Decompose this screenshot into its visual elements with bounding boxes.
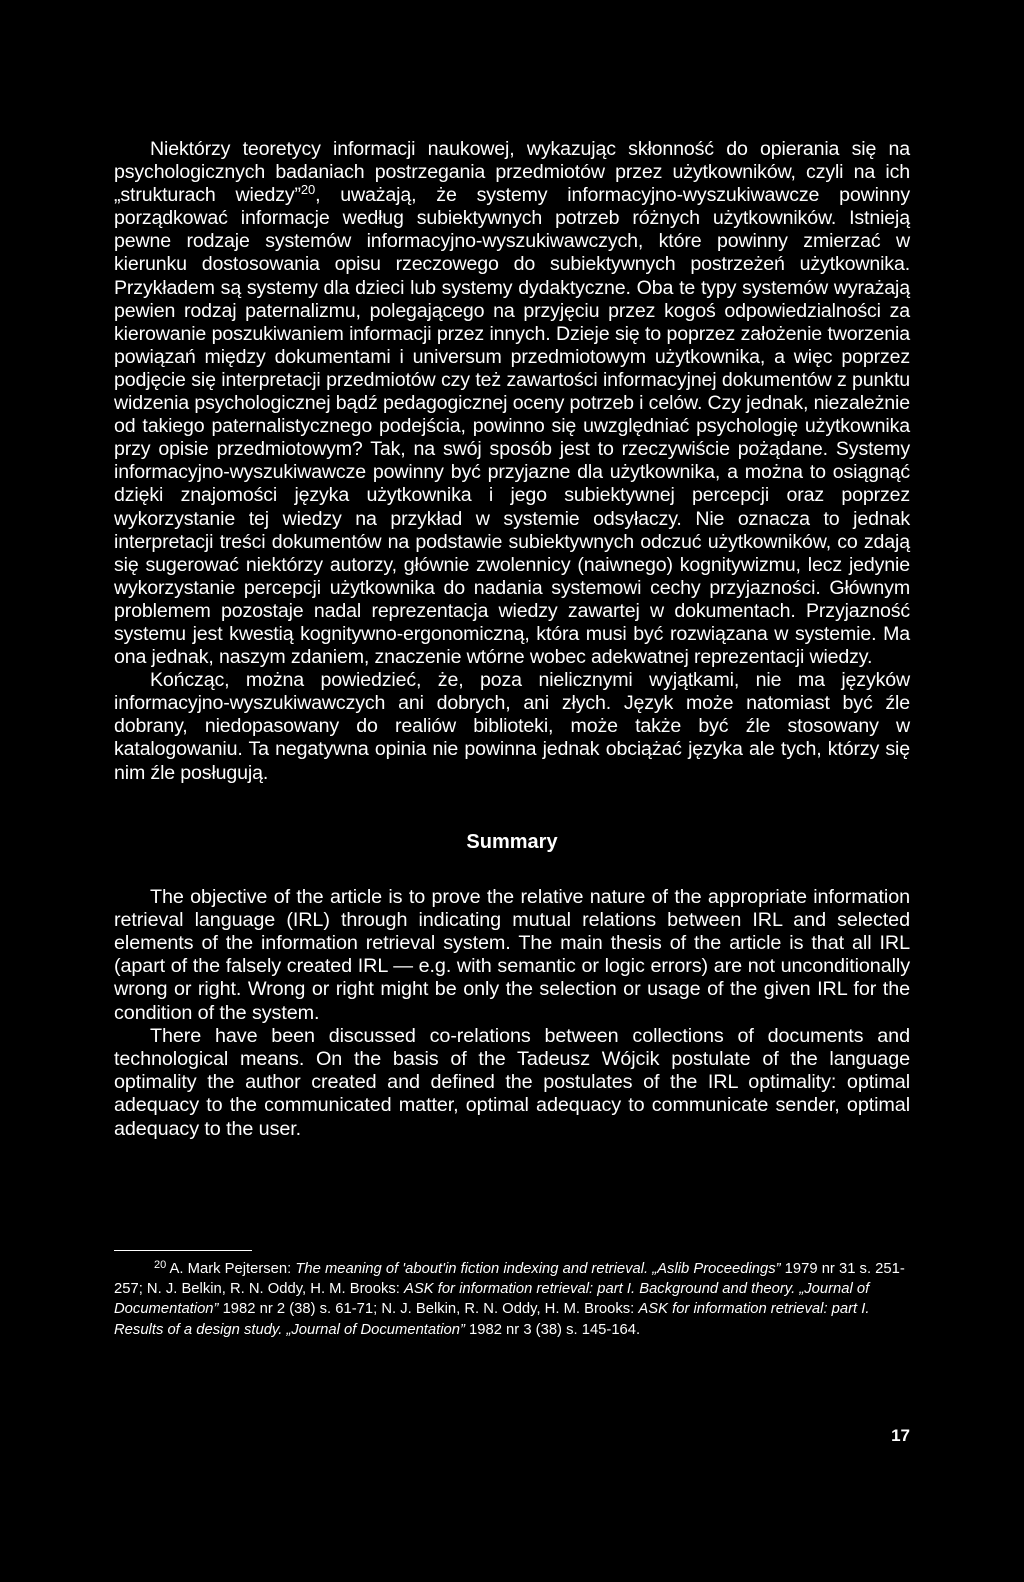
- footnote-seg-2: 1979 nr 31 s. 251-257; N. J. Belkin, R. N. Oddy, H. M. Brooks:: [114, 1261, 905, 1298]
- footnote-text: [114, 1259, 910, 1340]
- body-paragraph-1-text-a: Niektórzy teoretycy informacji naukowej, wykazując skłonność do opierania się na psychologicznych badaniach postrzegania przedmiotów przez użytkowników, czyli na ich „strukturach wiedzy”: [114, 138, 910, 207]
- footnote-divider: [114, 1250, 252, 1251]
- body-paragraph-1: [114, 138, 910, 669]
- summary-heading: Summary: [466, 830, 558, 853]
- summary-paragraph-1: The objective of the article is to prove the relative nature of the appropriate information retrieval language (IRL) through indicating mutual relations between IRL and selected elements of the information retrieval system. The main thesis of the article is that all IRL (apart of the falsely created IRL — e.g. with semantic or logic errors) are not unconditionally wrong or right. Wrong or right might be only the selection or usage of the given IRL for the condition of the system.: [114, 885, 910, 1024]
- footnote-seg-5: ASK for information retrieval: part I. Results of a design study. „Journal of Documentation”: [114, 1301, 870, 1338]
- page-number: 17: [891, 1426, 910, 1445]
- footnote-seg-1: The meaning of 'about'in fiction indexing and retrieval. „Aslib Proceedings”: [295, 1261, 781, 1277]
- footnote-seg-0: A. Mark Pejtersen:: [166, 1261, 296, 1277]
- body-paragraph-1-text-b: , uważają, że systemy informacyjno-wyszukiwawcze powinny porządkować informacje według subiektywnych potrzeb różnych użytkowników. Istnieją pewne rodzaje systemów informacyjno-wyszukiwawczych, które powinny zmierzać w kierunku dostosowania opisu rzeczowego do subiektywnych postrzeżeń użytkownika. Przykładem są systemy dla dzieci lub systemy dydaktyczne. Oba te typy systemów wyrażają pewien rodzaj paternalizmu, polegającego na przyjęciu przez kogoś odpowiedzialności za kierowanie poszukiwaniem informacji przez innych. Dzieje się to poprzez założenie tworzenia powiązań między dokumentami i universum przedmiotowym użytkownika, a więc poprzez podjęcie się interpretacji przedmiotów czy też zawartości informacyjnej dokumentów z punktu widzenia psychologicznej bądź pedagogicznej oceny potrzeb i celów. Czy jednak, niezależnie od takiego paternalistycznego podejścia, powinno się uwzględniać psychologię użytkownika przy opisie przedmiotowym? Tak, na swój sposób jest to rzeczywiście pożądane. Systemy informacyjno-wyszukiwawcze powinny być przyjazne dla użytkownika, a można to osiągnąć dzięki znajomości języka użytkownika i jego subiektywnej percepcji oraz poprzez wykorzystanie tej wiedzy na przykład w systemie odsyłaczy. Nie oznacza to jednak interpretacji treści dokumentów na podstawie subiektywnych odczuć użytkowników, co zdają się sugerować niektórzy autorzy, głównie zwolennicy (naiwnego) kognitywizmu, lecz jedynie wykorzystanie percepcji użytkownika do nadania systemowi cechy przyjazności. Głównym problemem pozostaje nadal reprezentacja wiedzy zawartej w dokumentach. Przyjazność systemu jest kwestią kognitywno-ergonomiczną, która musi być rozwiązana w systemie. Ma ona jednak, naszym zdaniem, znaczenie wtórne wobec adekwatnej reprezentacji wiedzy.: [114, 184, 910, 669]
- summary-paragraph-2: There have been discussed co-relations between collections of documents and technological means. On the basis of the Tadeusz Wójcik postulate of the language optimality the author created and defined the postulates of the IRL optimality: optimal adequacy to the communicated matter, optimal adequacy to communicate sender, optimal adequacy to the user.: [114, 1024, 910, 1140]
- document-page: [114, 138, 910, 1141]
- body-paragraph-2: Kończąc, można powiedzieć, że, poza nielicznymi wyjątkami, nie ma języków informacyjno-wyszukiwawczych ani dobrych, ani złych. Język może natomiast być źle dobrany, niedopasowany do realiów biblioteki, może także być źle stosowany w katalogowaniu. Ta negatywna opinia nie powinna jednak obciążać języka ale tych, którzy się nim źle posługują.: [114, 669, 910, 784]
- footnote-seg-4: 1982 nr 2 (38) s. 61-71; N. J. Belkin, R. N. Oddy, H. M. Brooks:: [218, 1301, 639, 1318]
- footnote-seg-6: 1982 nr 3 (38) s. 145-164.: [464, 1321, 641, 1338]
- footnote-section: [114, 1250, 910, 1340]
- footnote-reference: 20: [300, 182, 316, 198]
- footnote-number: 20: [154, 1258, 167, 1271]
- footnote-seg-3: ASK for information retrieval: part I. Background and theory. „Journal of Documentation”: [114, 1281, 870, 1318]
- summary-section: [114, 886, 910, 1141]
